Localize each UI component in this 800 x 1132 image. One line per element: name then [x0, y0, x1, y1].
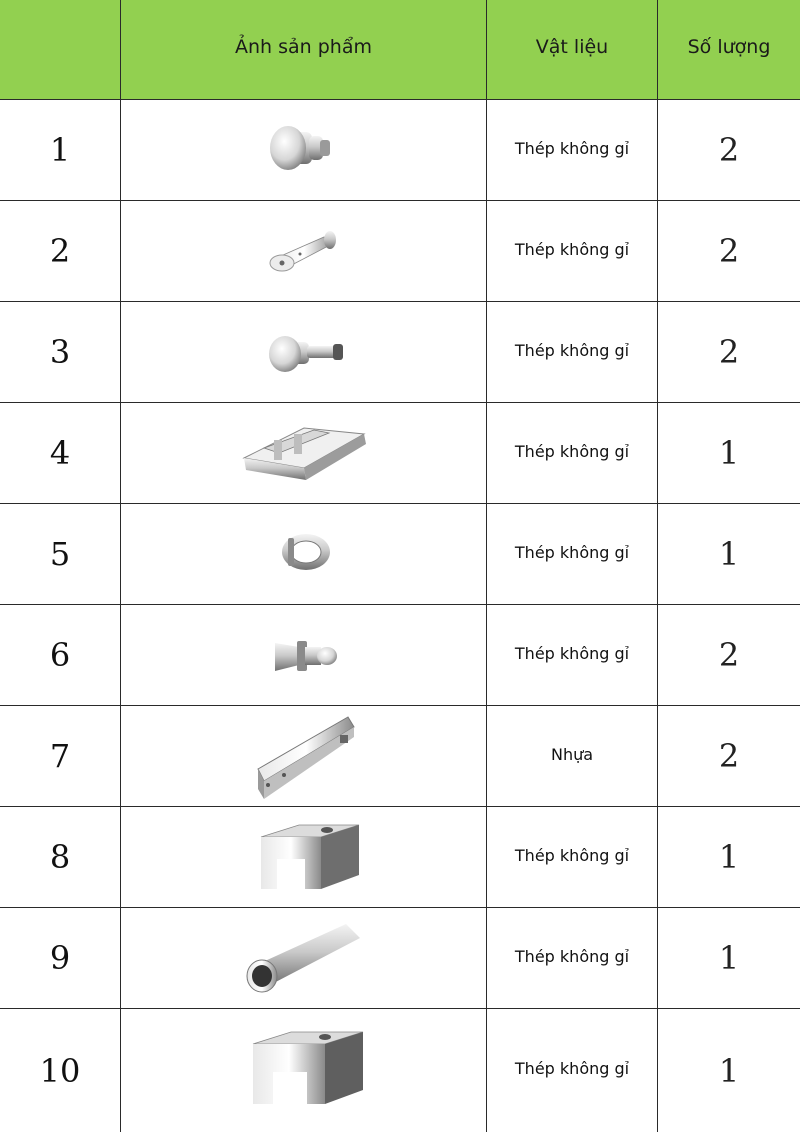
header-number-cell — [0, 0, 121, 100]
row-number: 9 — [0, 908, 121, 1009]
quantity-value: 1 — [658, 403, 800, 504]
plastic-arm-icon — [121, 706, 487, 807]
channel-block-icon — [121, 1009, 487, 1132]
row-number: 8 — [0, 807, 121, 908]
quantity-value: 2 — [658, 201, 800, 302]
roller-clip-icon — [121, 201, 487, 302]
header-material: Vật liệu — [487, 0, 658, 100]
knob-hinge-icon — [121, 100, 487, 201]
material-text: Thép không gỉ — [487, 504, 658, 605]
material-text: Thép không gỉ — [487, 100, 658, 201]
quantity-value: 2 — [658, 302, 800, 403]
row-number: 1 — [0, 100, 121, 201]
ring-icon — [121, 504, 487, 605]
row-number: 5 — [0, 504, 121, 605]
quantity-value: 1 — [718, 1051, 740, 1090]
quantity-value: 1 — [658, 504, 800, 605]
row-number: 10 — [0, 1009, 121, 1132]
bracket-clamp-icon — [121, 403, 487, 504]
row-number: 2 — [0, 201, 121, 302]
quantity-value: 2 — [658, 605, 800, 706]
material-text: Thép không gỉ — [487, 605, 658, 706]
end-cap-icon — [121, 605, 487, 706]
header-image: Ảnh sản phẩm — [121, 0, 487, 100]
material-text: Thép không gỉ — [487, 807, 658, 908]
quantity-value: 1 — [658, 908, 800, 1009]
row-number: 6 — [0, 605, 121, 706]
quantity-value: 1 — [658, 807, 800, 908]
round-tube-icon — [121, 908, 487, 1009]
knob-bolt-icon — [121, 302, 487, 403]
header-quantity: Số lượng — [658, 0, 800, 100]
row-number: 3 — [0, 302, 121, 403]
row-number: 7 — [0, 706, 121, 807]
quantity-value: 2 — [658, 100, 800, 201]
quantity-value: 2 — [658, 706, 800, 807]
material-text: Nhựa — [487, 706, 658, 807]
material-text: Thép không gỉ — [487, 908, 658, 1009]
material-text: Thép không gỉ — [487, 302, 658, 403]
row-number: 4 — [0, 403, 121, 504]
channel-block-icon — [121, 807, 487, 908]
material-text: Thép không gỉ — [487, 403, 658, 504]
material-text: Thép không gỉ — [487, 201, 658, 302]
material-text: Thép không gỉ — [487, 1009, 658, 1132]
